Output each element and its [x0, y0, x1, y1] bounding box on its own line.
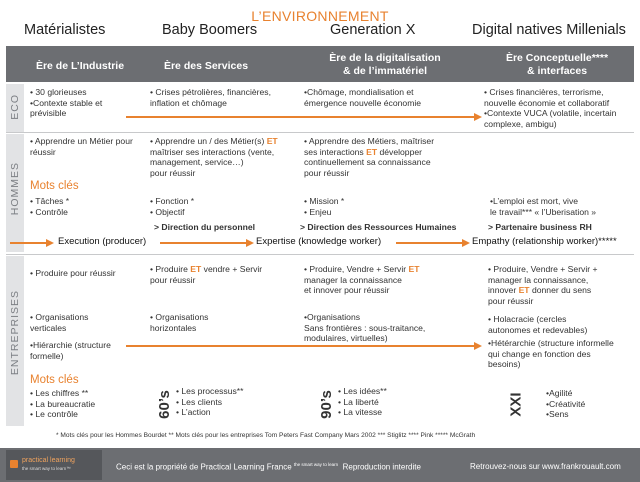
section-label-eco: ECO	[9, 94, 21, 120]
hommes-c3-line3: continuellement sa connaissance	[304, 157, 431, 168]
ent-h4-line2: qui change en fonction des	[488, 348, 591, 359]
hommes-c1-line1: • Apprendre un Métier pour	[30, 136, 133, 146]
ent-keywords-2	[176, 386, 244, 418]
hommes-mots-cles: Mots clés	[30, 180, 79, 192]
ent-arrow-head	[474, 342, 482, 350]
hommes-k2-line2: • Objectif	[150, 206, 185, 217]
practical-learning-logo	[6, 450, 102, 480]
decade-90s: 90’s	[317, 390, 335, 419]
ent-h1-line2: formelle)	[30, 350, 64, 361]
ent-e4-text: innover	[488, 285, 519, 296]
ent-mots-cles: Mots clés	[30, 374, 79, 386]
ent-produire-2	[150, 264, 262, 285]
generation-materialistes: Matérialistes	[24, 22, 106, 38]
ent-k1-line3: • Le contrôle	[30, 409, 78, 420]
et-highlight: ET	[408, 264, 420, 274]
ent-k2-line2: • Les clients	[176, 396, 222, 407]
partenaire-rh: > Partenaire business RH	[488, 222, 592, 232]
hommes-k4-line2: le travail*** « l’Uberisation »	[490, 206, 597, 217]
hommes-c3-line4: pour réussir	[304, 167, 350, 178]
ent-keywords-1	[30, 388, 95, 420]
hommes-k1-line2: • Contrôle	[30, 206, 68, 217]
era-conceptuelle-line1: Ère Conceptuelle****	[505, 52, 609, 64]
era-digitalisation-line2: & de l’immatériel	[342, 65, 428, 77]
ent-org-1	[30, 312, 88, 333]
section-label-entreprises: ENTREPRISES	[9, 290, 21, 376]
ent-k3-line3: • La vitesse	[338, 407, 383, 418]
ent-k1-line2: • La bureaucratie	[30, 398, 96, 409]
ent-k2-line3: • L’action	[176, 407, 211, 418]
footnote: * Mots clés pour les Hommes Bourdet ** Mots clés pour les entreprises Tom Peters Fast Company Mars 2002 *** Stiglitz **** Pink ***** McGrath	[56, 432, 476, 439]
flow-arrow1-line	[10, 242, 48, 244]
flow-arrow3-head	[462, 239, 470, 247]
et-highlight: ET	[366, 146, 378, 157]
ent-h4-line1: •Hétérarchie (structure informelle	[488, 338, 614, 348]
diagram-title: L’ENVIRONNEMENT	[251, 8, 389, 24]
hommes-col3	[304, 136, 434, 178]
eco-c2-line1: • Crises pétrolières, financières,	[150, 87, 271, 97]
ent-arrow-line	[126, 345, 476, 347]
hommes-k2-line1: • Fonction *	[150, 196, 195, 206]
footer-copyright-sup: the smart way to learn	[293, 462, 339, 467]
era-conceptuelle	[482, 52, 632, 78]
decade-60s: 60’s	[155, 390, 173, 419]
eco-c1-line2: •Contexte stable et	[30, 97, 103, 108]
ent-e3-line1	[304, 264, 420, 275]
eco-col4	[484, 87, 616, 129]
hommes-keywords-4	[490, 196, 596, 217]
hommes-keywords-3	[304, 196, 344, 217]
eco-col2	[150, 87, 271, 108]
hommes-k3-line1: • Mission *	[304, 196, 345, 206]
ent-k4-line1: •Agilité	[546, 388, 573, 398]
logo-tagline: the smart way to learn™	[22, 466, 71, 471]
ent-e4-line1: • Produire, Vendre + Servir +	[488, 264, 598, 274]
hommes-c3-line2	[304, 147, 434, 158]
ent-e4-text2: donner du sens	[529, 285, 592, 296]
footer-copyright-text: Ceci est la propriété de Practical Learning France	[116, 462, 292, 472]
ent-k3-line1: • Les idées**	[338, 386, 387, 396]
generation-x: Generation X	[330, 22, 416, 38]
separator-eco-hommes	[6, 132, 634, 133]
logo-mark-icon	[10, 460, 18, 468]
decade-xxi: XXI	[507, 392, 525, 417]
eco-c4-line4: complexe, ambigu)	[484, 118, 557, 129]
ent-h4-line3: besoins)	[488, 359, 521, 370]
footer-copyright	[116, 462, 421, 472]
era-services: Ère des Services	[163, 60, 249, 72]
ent-o4-line1: • Holacracie (cercles	[488, 314, 567, 324]
eco-c1-line1: • 30 glorieuses	[30, 87, 87, 97]
ent-k1-line1: • Les chiffres **	[30, 388, 89, 398]
hommes-k4-line1: •L’emploi est mort, vive	[490, 196, 579, 206]
ent-hierarchie	[30, 340, 111, 361]
hommes-c3-line1: • Apprendre des Métiers, maîtriser	[304, 136, 435, 146]
ent-o4-line2: autonomes et redevables)	[488, 324, 588, 335]
flow-empathy: Empathy (relationship worker)*****	[472, 236, 617, 247]
eco-c3-line2: émergence nouvelle économie	[304, 97, 422, 108]
ent-keywords-4	[546, 388, 585, 420]
ent-e3-line2: manager la connaissance	[304, 274, 402, 285]
flow-arrow3-line	[396, 242, 464, 244]
ent-e4-line4: pour réussir	[488, 295, 534, 306]
generation-baby-boomers: Baby Boomers	[162, 22, 258, 38]
ent-keywords-3	[338, 386, 387, 418]
hommes-keywords-1	[30, 196, 69, 217]
ent-o3-line2: Sans frontières : sous-traitance,	[304, 322, 426, 333]
ent-k4-line2: •Créativité	[546, 398, 586, 409]
et-highlight: ET	[266, 136, 278, 146]
hommes-c3-text: ses interactions	[304, 146, 367, 157]
eco-arrow-head	[474, 113, 482, 121]
ent-e4-line3	[488, 285, 598, 296]
eco-c4-line1: • Crises financières, terrorisme,	[484, 87, 604, 97]
eco-c3-line1: •Chômage, mondialisation et	[304, 87, 414, 97]
era-digitalisation	[300, 52, 470, 78]
ent-h1-line1: •Hiérarchie (structure	[30, 340, 111, 350]
ent-o2-line2: horizontales	[150, 322, 197, 333]
hommes-c2-line1	[150, 136, 278, 147]
ent-o1-line1: • Organisations	[30, 312, 89, 322]
flow-execution: Execution (producer)	[58, 236, 147, 247]
logo-name: practical learning	[22, 457, 75, 464]
flow-arrow2-head	[246, 239, 254, 247]
ent-k2-line1: • Les processus**	[176, 386, 244, 396]
ent-org-2	[150, 312, 208, 333]
ent-e3-line3: et innover pour réussir	[304, 285, 390, 296]
ent-org-3	[304, 312, 425, 344]
hommes-c1-line2: réussir	[30, 146, 56, 157]
footer-reproduction: Reproduction interdite	[342, 462, 421, 472]
eco-col3	[304, 87, 421, 108]
ent-e2-text: • Produire	[150, 264, 191, 274]
hommes-k1-line1: • Tâches *	[30, 196, 70, 206]
section-label-hommes: HOMMES	[9, 162, 21, 216]
era-digitalisation-line1: Ère de la digitalisation	[329, 52, 441, 64]
ent-k3-line2: • La liberté	[338, 396, 379, 407]
flow-expertise: Expertise (knowledge worker)	[256, 236, 382, 247]
ent-produire-1: • Produire pour réussir	[30, 268, 116, 278]
ent-produire-3	[304, 264, 420, 296]
era-conceptuelle-line2: & interfaces	[526, 65, 588, 77]
generation-millenials: Digital natives Millenials	[472, 22, 626, 38]
ent-org-4	[488, 314, 587, 335]
eco-arrow-line	[126, 116, 476, 118]
eco-col1	[30, 87, 102, 119]
ent-e2-line1	[150, 264, 262, 275]
eco-c2-line2: inflation et chômage	[150, 97, 227, 108]
eco-c4-line2: nouvelle économie et collaboratif	[484, 97, 610, 108]
hommes-c2-line4: pour réussir	[150, 167, 196, 178]
separator-hommes-entreprises	[6, 254, 634, 255]
direction-rh: > Direction des Ressources Humaines	[300, 222, 457, 232]
hommes-col2	[150, 136, 278, 178]
eco-c4-line3: •Contexte VUCA (volatile, incertain	[484, 108, 617, 119]
hommes-col1	[30, 136, 133, 157]
et-highlight: ET	[190, 264, 202, 274]
ent-k4-line3: •Sens	[546, 409, 569, 420]
hommes-k3-line2: • Enjeu	[304, 206, 332, 217]
hommes-c2-text: • Apprendre un / des Métier(s)	[150, 136, 267, 146]
era-industrie: Ère de L’Industrie	[35, 60, 125, 72]
flow-arrow1-head	[46, 239, 54, 247]
flow-arrow2-line	[160, 242, 248, 244]
ent-produire-4	[488, 264, 598, 306]
hommes-c2-line2: maîtriser ses interactions (vente,	[150, 146, 275, 157]
ent-e2-line2: pour réussir	[150, 274, 196, 285]
et-highlight: ET	[518, 285, 530, 296]
ent-o1-line2: verticales	[30, 322, 67, 333]
ent-e2-text2: vendre + Servir	[201, 264, 263, 274]
hommes-c3-text2: développer	[377, 146, 423, 157]
ent-o3-line1: •Organisations	[304, 312, 361, 322]
ent-e4-line2: manager la connaissance,	[488, 274, 589, 285]
eco-c1-line3: prévisible	[30, 108, 67, 119]
ent-heterarchie	[488, 338, 614, 370]
ent-o2-line1: • Organisations	[150, 312, 209, 322]
hommes-c2-line3: management, service…)	[150, 157, 244, 168]
hommes-keywords-2	[150, 196, 194, 217]
ent-e3-text: • Produire, Vendre + Servir	[304, 264, 409, 274]
direction-personnel: > Direction du personnel	[154, 222, 255, 232]
footer-website-link[interactable]: Retrouvez-nous sur www.frankrouault.com	[470, 462, 621, 471]
ent-o3-line3: modulaires, virtuelles)	[304, 333, 388, 344]
